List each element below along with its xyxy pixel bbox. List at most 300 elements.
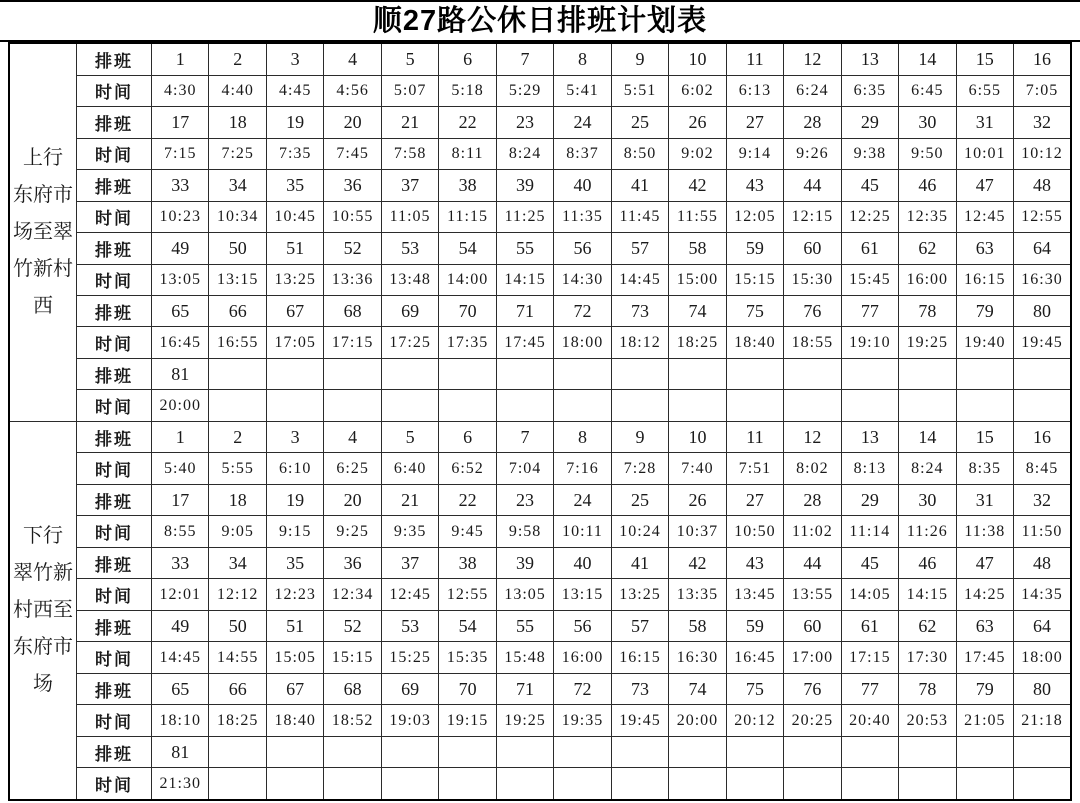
shift-number-cell: 65 <box>152 673 209 704</box>
departure-time-cell: 17:25 <box>381 327 438 358</box>
departure-time-cell: 14:45 <box>152 642 209 673</box>
table-row <box>9 484 1071 515</box>
direction-label-line: 村西至 <box>13 598 73 621</box>
table-row <box>9 138 1071 169</box>
departure-time-cell: 5:41 <box>554 75 611 106</box>
direction-label <box>9 421 77 800</box>
shift-row-label: 排班 <box>77 736 152 767</box>
departure-time-cell: 6:24 <box>784 75 841 106</box>
shift-number-cell: 21 <box>381 107 438 138</box>
empty-cell <box>554 736 611 767</box>
shift-number-cell: 5 <box>381 421 438 452</box>
shift-number-cell: 35 <box>266 170 323 201</box>
empty-cell <box>209 736 266 767</box>
departure-time-cell: 8:24 <box>496 138 553 169</box>
table-row <box>9 768 1071 800</box>
shift-number-cell: 18 <box>209 107 266 138</box>
shift-number-cell: 27 <box>726 107 783 138</box>
empty-cell <box>899 768 956 800</box>
table-row <box>9 705 1071 736</box>
shift-number-cell: 63 <box>956 233 1013 264</box>
departure-time-cell: 13:05 <box>496 579 553 610</box>
departure-time-cell: 11:15 <box>439 201 496 232</box>
shift-number-cell: 73 <box>611 673 668 704</box>
shift-number-cell: 62 <box>899 233 956 264</box>
departure-time-cell: 19:03 <box>381 705 438 736</box>
departure-time-cell: 16:15 <box>611 642 668 673</box>
departure-time-cell: 9:38 <box>841 138 898 169</box>
direction-label <box>9 43 77 421</box>
departure-time-cell: 7:28 <box>611 453 668 484</box>
table-row <box>9 547 1071 578</box>
departure-time-cell: 5:07 <box>381 75 438 106</box>
empty-cell <box>266 390 323 421</box>
shift-number-cell: 7 <box>496 43 553 75</box>
shift-number-cell: 3 <box>266 421 323 452</box>
shift-number-cell: 72 <box>554 673 611 704</box>
empty-cell <box>841 736 898 767</box>
departure-time-cell: 14:35 <box>1014 579 1071 610</box>
shift-number-cell: 20 <box>324 107 381 138</box>
departure-time-cell: 6:02 <box>669 75 726 106</box>
shift-number-cell: 55 <box>496 233 553 264</box>
shift-number-cell: 71 <box>496 295 553 326</box>
departure-time-cell: 20:12 <box>726 705 783 736</box>
shift-number-cell: 77 <box>841 295 898 326</box>
shift-row-label: 排班 <box>77 673 152 704</box>
empty-cell <box>496 736 553 767</box>
departure-time-cell: 15:00 <box>669 264 726 295</box>
shift-number-cell: 44 <box>784 547 841 578</box>
shift-number-cell: 51 <box>266 610 323 641</box>
departure-time-cell: 7:25 <box>209 138 266 169</box>
departure-time-cell: 18:00 <box>554 327 611 358</box>
departure-time-cell: 15:35 <box>439 642 496 673</box>
departure-time-cell: 9:45 <box>439 516 496 547</box>
shift-number-cell: 11 <box>726 421 783 452</box>
departure-time-cell: 11:45 <box>611 201 668 232</box>
departure-time-cell: 20:40 <box>841 705 898 736</box>
empty-cell <box>554 358 611 389</box>
departure-time-cell: 10:34 <box>209 201 266 232</box>
shift-number-cell: 1 <box>152 421 209 452</box>
shift-number-cell: 58 <box>669 233 726 264</box>
empty-cell <box>266 358 323 389</box>
departure-time-cell: 16:30 <box>1014 264 1071 295</box>
shift-number-cell: 48 <box>1014 547 1071 578</box>
table-row <box>9 390 1071 421</box>
table-row <box>9 201 1071 232</box>
shift-number-cell: 2 <box>209 421 266 452</box>
shift-number-cell: 60 <box>784 233 841 264</box>
shift-row-label: 排班 <box>77 421 152 452</box>
departure-time-cell: 6:13 <box>726 75 783 106</box>
empty-cell <box>669 358 726 389</box>
departure-time-cell: 14:15 <box>899 579 956 610</box>
departure-time-cell: 16:45 <box>726 642 783 673</box>
departure-time-cell: 7:15 <box>152 138 209 169</box>
departure-time-cell: 19:45 <box>1014 327 1071 358</box>
departure-time-cell: 12:25 <box>841 201 898 232</box>
shift-number-cell: 66 <box>209 673 266 704</box>
shift-number-cell: 49 <box>152 233 209 264</box>
departure-time-cell: 17:15 <box>841 642 898 673</box>
departure-time-cell: 16:55 <box>209 327 266 358</box>
departure-time-cell: 14:00 <box>439 264 496 295</box>
departure-time-cell: 13:55 <box>784 579 841 610</box>
shift-number-cell: 37 <box>381 170 438 201</box>
departure-time-cell: 17:30 <box>899 642 956 673</box>
shift-number-cell: 55 <box>496 610 553 641</box>
departure-time-cell: 9:02 <box>669 138 726 169</box>
shift-number-cell: 61 <box>841 233 898 264</box>
shift-number-cell: 18 <box>209 484 266 515</box>
departure-time-cell: 10:55 <box>324 201 381 232</box>
shift-number-cell: 58 <box>669 610 726 641</box>
departure-time-cell: 8:45 <box>1014 453 1071 484</box>
shift-number-cell: 17 <box>152 107 209 138</box>
shift-number-cell: 36 <box>324 547 381 578</box>
departure-time-cell: 9:26 <box>784 138 841 169</box>
departure-time-cell: 7:04 <box>496 453 553 484</box>
departure-time-cell: 19:10 <box>841 327 898 358</box>
direction-label-line: 翠竹新 <box>13 561 73 584</box>
shift-number-cell: 54 <box>439 610 496 641</box>
empty-cell <box>611 736 668 767</box>
shift-number-cell: 6 <box>439 43 496 75</box>
departure-time-cell: 12:55 <box>1014 201 1071 232</box>
empty-cell <box>899 390 956 421</box>
departure-time-cell: 16:15 <box>956 264 1013 295</box>
empty-cell <box>841 358 898 389</box>
time-row-label: 时间 <box>77 705 152 736</box>
departure-time-cell: 11:38 <box>956 516 1013 547</box>
empty-cell <box>1014 768 1071 800</box>
shift-number-cell: 8 <box>554 43 611 75</box>
shift-number-cell: 38 <box>439 170 496 201</box>
empty-cell <box>784 390 841 421</box>
shift-number-cell: 1 <box>152 43 209 75</box>
shift-number-cell: 34 <box>209 170 266 201</box>
table-row <box>9 327 1071 358</box>
departure-time-cell: 11:05 <box>381 201 438 232</box>
empty-cell <box>554 390 611 421</box>
departure-time-cell: 17:35 <box>439 327 496 358</box>
empty-cell <box>324 390 381 421</box>
shift-number-cell: 74 <box>669 673 726 704</box>
empty-cell <box>726 768 783 800</box>
departure-time-cell: 12:35 <box>899 201 956 232</box>
shift-number-cell: 29 <box>841 484 898 515</box>
departure-time-cell: 21:18 <box>1014 705 1071 736</box>
departure-time-cell: 12:15 <box>784 201 841 232</box>
table-row <box>9 170 1071 201</box>
departure-time-cell: 13:25 <box>266 264 323 295</box>
departure-time-cell: 20:00 <box>152 390 209 421</box>
departure-time-cell: 8:11 <box>439 138 496 169</box>
shift-number-cell: 32 <box>1014 107 1071 138</box>
shift-number-cell: 60 <box>784 610 841 641</box>
empty-cell <box>439 358 496 389</box>
shift-number-cell: 4 <box>324 421 381 452</box>
shift-number-cell: 40 <box>554 547 611 578</box>
shift-number-cell: 80 <box>1014 295 1071 326</box>
shift-number-cell: 80 <box>1014 673 1071 704</box>
shift-number-cell: 29 <box>841 107 898 138</box>
empty-cell <box>439 736 496 767</box>
departure-time-cell: 12:34 <box>324 579 381 610</box>
shift-number-cell: 75 <box>726 673 783 704</box>
departure-time-cell: 6:45 <box>899 75 956 106</box>
departure-time-cell: 14:15 <box>496 264 553 295</box>
departure-time-cell: 8:02 <box>784 453 841 484</box>
table-row <box>9 421 1071 452</box>
departure-time-cell: 9:15 <box>266 516 323 547</box>
departure-time-cell: 18:25 <box>209 705 266 736</box>
departure-time-cell: 12:23 <box>266 579 323 610</box>
shift-number-cell: 41 <box>611 547 668 578</box>
shift-number-cell: 24 <box>554 484 611 515</box>
shift-number-cell: 62 <box>899 610 956 641</box>
direction-label-line: 东府市 <box>13 635 73 658</box>
direction-label-line: 西 <box>33 294 53 317</box>
departure-time-cell: 8:35 <box>956 453 1013 484</box>
shift-row-label: 排班 <box>77 484 152 515</box>
empty-cell <box>1014 390 1071 421</box>
empty-cell <box>784 358 841 389</box>
empty-cell <box>669 390 726 421</box>
departure-time-cell: 18:12 <box>611 327 668 358</box>
shift-number-cell: 41 <box>611 170 668 201</box>
shift-number-cell: 47 <box>956 547 1013 578</box>
departure-time-cell: 16:45 <box>152 327 209 358</box>
shift-number-cell: 74 <box>669 295 726 326</box>
departure-time-cell: 14:05 <box>841 579 898 610</box>
time-row-label: 时间 <box>77 201 152 232</box>
shift-number-cell: 28 <box>784 107 841 138</box>
empty-cell <box>496 390 553 421</box>
shift-number-cell: 68 <box>324 295 381 326</box>
shift-number-cell: 25 <box>611 484 668 515</box>
departure-time-cell: 13:48 <box>381 264 438 295</box>
empty-cell <box>669 768 726 800</box>
shift-number-cell: 70 <box>439 673 496 704</box>
shift-number-cell: 57 <box>611 610 668 641</box>
departure-time-cell: 10:24 <box>611 516 668 547</box>
shift-number-cell: 8 <box>554 421 611 452</box>
shift-number-cell: 15 <box>956 421 1013 452</box>
table-row <box>9 295 1071 326</box>
shift-number-cell: 23 <box>496 484 553 515</box>
shift-number-cell: 50 <box>209 610 266 641</box>
shift-row-label: 排班 <box>77 170 152 201</box>
empty-cell <box>784 768 841 800</box>
shift-number-cell: 28 <box>784 484 841 515</box>
departure-time-cell: 6:25 <box>324 453 381 484</box>
departure-time-cell: 12:05 <box>726 201 783 232</box>
departure-time-cell: 17:05 <box>266 327 323 358</box>
empty-cell <box>324 358 381 389</box>
departure-time-cell: 15:15 <box>726 264 783 295</box>
departure-time-cell: 18:10 <box>152 705 209 736</box>
empty-cell <box>381 358 438 389</box>
shift-number-cell: 16 <box>1014 421 1071 452</box>
shift-number-cell: 11 <box>726 43 783 75</box>
table-row <box>9 610 1071 641</box>
direction-label-line: 场至翠 <box>13 220 73 243</box>
empty-cell <box>611 768 668 800</box>
time-row-label: 时间 <box>77 264 152 295</box>
shift-number-cell: 59 <box>726 233 783 264</box>
departure-time-cell: 20:53 <box>899 705 956 736</box>
empty-cell <box>209 768 266 800</box>
time-row-label: 时间 <box>77 327 152 358</box>
time-row-label: 时间 <box>77 642 152 673</box>
departure-time-cell: 17:00 <box>784 642 841 673</box>
shift-number-cell: 30 <box>899 107 956 138</box>
departure-time-cell: 9:05 <box>209 516 266 547</box>
departure-time-cell: 12:01 <box>152 579 209 610</box>
empty-cell <box>496 358 553 389</box>
departure-time-cell: 19:40 <box>956 327 1013 358</box>
departure-time-cell: 11:26 <box>899 516 956 547</box>
departure-time-cell: 18:25 <box>669 327 726 358</box>
empty-cell <box>266 736 323 767</box>
departure-time-cell: 21:05 <box>956 705 1013 736</box>
shift-number-cell: 76 <box>784 673 841 704</box>
empty-cell <box>956 358 1013 389</box>
schedule-table <box>8 42 1072 801</box>
shift-number-cell: 31 <box>956 484 1013 515</box>
shift-number-cell: 7 <box>496 421 553 452</box>
departure-time-cell: 4:45 <box>266 75 323 106</box>
table-row <box>9 358 1071 389</box>
direction-label-line: 竹新村 <box>13 257 73 280</box>
departure-time-cell: 18:00 <box>1014 642 1071 673</box>
shift-number-cell: 51 <box>266 233 323 264</box>
empty-cell <box>841 390 898 421</box>
departure-time-cell: 7:51 <box>726 453 783 484</box>
table-row <box>9 642 1071 673</box>
page-title: 顺27路公休日排班计划表 <box>0 2 1080 42</box>
time-row-label: 时间 <box>77 453 152 484</box>
empty-cell <box>841 768 898 800</box>
departure-time-cell: 9:35 <box>381 516 438 547</box>
shift-number-cell: 78 <box>899 673 956 704</box>
departure-time-cell: 6:10 <box>266 453 323 484</box>
shift-number-cell: 22 <box>439 484 496 515</box>
departure-time-cell: 9:50 <box>899 138 956 169</box>
shift-number-cell: 79 <box>956 295 1013 326</box>
shift-number-cell: 46 <box>899 547 956 578</box>
shift-number-cell: 16 <box>1014 43 1071 75</box>
empty-cell <box>439 390 496 421</box>
departure-time-cell: 7:58 <box>381 138 438 169</box>
departure-time-cell: 20:00 <box>669 705 726 736</box>
shift-number-cell: 3 <box>266 43 323 75</box>
shift-number-cell: 67 <box>266 295 323 326</box>
departure-time-cell: 7:35 <box>266 138 323 169</box>
shift-number-cell: 13 <box>841 43 898 75</box>
shift-number-cell: 22 <box>439 107 496 138</box>
shift-number-cell: 39 <box>496 547 553 578</box>
shift-number-cell: 67 <box>266 673 323 704</box>
shift-number-cell: 34 <box>209 547 266 578</box>
shift-row-label: 排班 <box>77 295 152 326</box>
departure-time-cell: 16:00 <box>899 264 956 295</box>
departure-time-cell: 19:25 <box>899 327 956 358</box>
shift-number-cell: 63 <box>956 610 1013 641</box>
departure-time-cell: 10:12 <box>1014 138 1071 169</box>
shift-number-cell: 64 <box>1014 610 1071 641</box>
departure-time-cell: 15:15 <box>324 642 381 673</box>
shift-number-cell: 66 <box>209 295 266 326</box>
departure-time-cell: 14:55 <box>209 642 266 673</box>
shift-number-cell: 46 <box>899 170 956 201</box>
departure-time-cell: 14:30 <box>554 264 611 295</box>
shift-number-cell: 33 <box>152 170 209 201</box>
empty-cell <box>209 358 266 389</box>
shift-number-cell: 45 <box>841 170 898 201</box>
direction-label-line: 下行 <box>23 524 63 547</box>
shift-number-cell: 26 <box>669 107 726 138</box>
shift-number-cell: 6 <box>439 421 496 452</box>
shift-number-cell: 57 <box>611 233 668 264</box>
departure-time-cell: 8:24 <box>899 453 956 484</box>
departure-time-cell: 8:50 <box>611 138 668 169</box>
departure-time-cell: 7:40 <box>669 453 726 484</box>
shift-number-cell: 54 <box>439 233 496 264</box>
shift-number-cell: 12 <box>784 421 841 452</box>
shift-number-cell: 17 <box>152 484 209 515</box>
departure-time-cell: 4:40 <box>209 75 266 106</box>
departure-time-cell: 12:45 <box>956 201 1013 232</box>
empty-cell <box>324 736 381 767</box>
empty-cell <box>1014 736 1071 767</box>
shift-number-cell: 81 <box>152 358 209 389</box>
table-row <box>9 673 1071 704</box>
shift-number-cell: 35 <box>266 547 323 578</box>
shift-number-cell: 25 <box>611 107 668 138</box>
shift-row-label: 排班 <box>77 610 152 641</box>
departure-time-cell: 11:14 <box>841 516 898 547</box>
empty-cell <box>956 390 1013 421</box>
direction-label-line: 场 <box>33 672 53 695</box>
table-row <box>9 453 1071 484</box>
shift-number-cell: 53 <box>381 610 438 641</box>
table-row <box>9 264 1071 295</box>
shift-number-cell: 33 <box>152 547 209 578</box>
departure-time-cell: 17:45 <box>956 642 1013 673</box>
shift-number-cell: 9 <box>611 421 668 452</box>
schedule-table-body <box>9 43 1071 800</box>
shift-number-cell: 42 <box>669 547 726 578</box>
departure-time-cell: 6:35 <box>841 75 898 106</box>
empty-cell <box>956 768 1013 800</box>
empty-cell <box>496 768 553 800</box>
table-row <box>9 736 1071 767</box>
direction-label-line: 东府市 <box>13 183 73 206</box>
shift-number-cell: 14 <box>899 43 956 75</box>
shift-number-cell: 4 <box>324 43 381 75</box>
shift-number-cell: 61 <box>841 610 898 641</box>
departure-time-cell: 13:45 <box>726 579 783 610</box>
departure-time-cell: 5:55 <box>209 453 266 484</box>
shift-number-cell: 5 <box>381 43 438 75</box>
departure-time-cell: 15:45 <box>841 264 898 295</box>
departure-time-cell: 19:45 <box>611 705 668 736</box>
departure-time-cell: 7:16 <box>554 453 611 484</box>
